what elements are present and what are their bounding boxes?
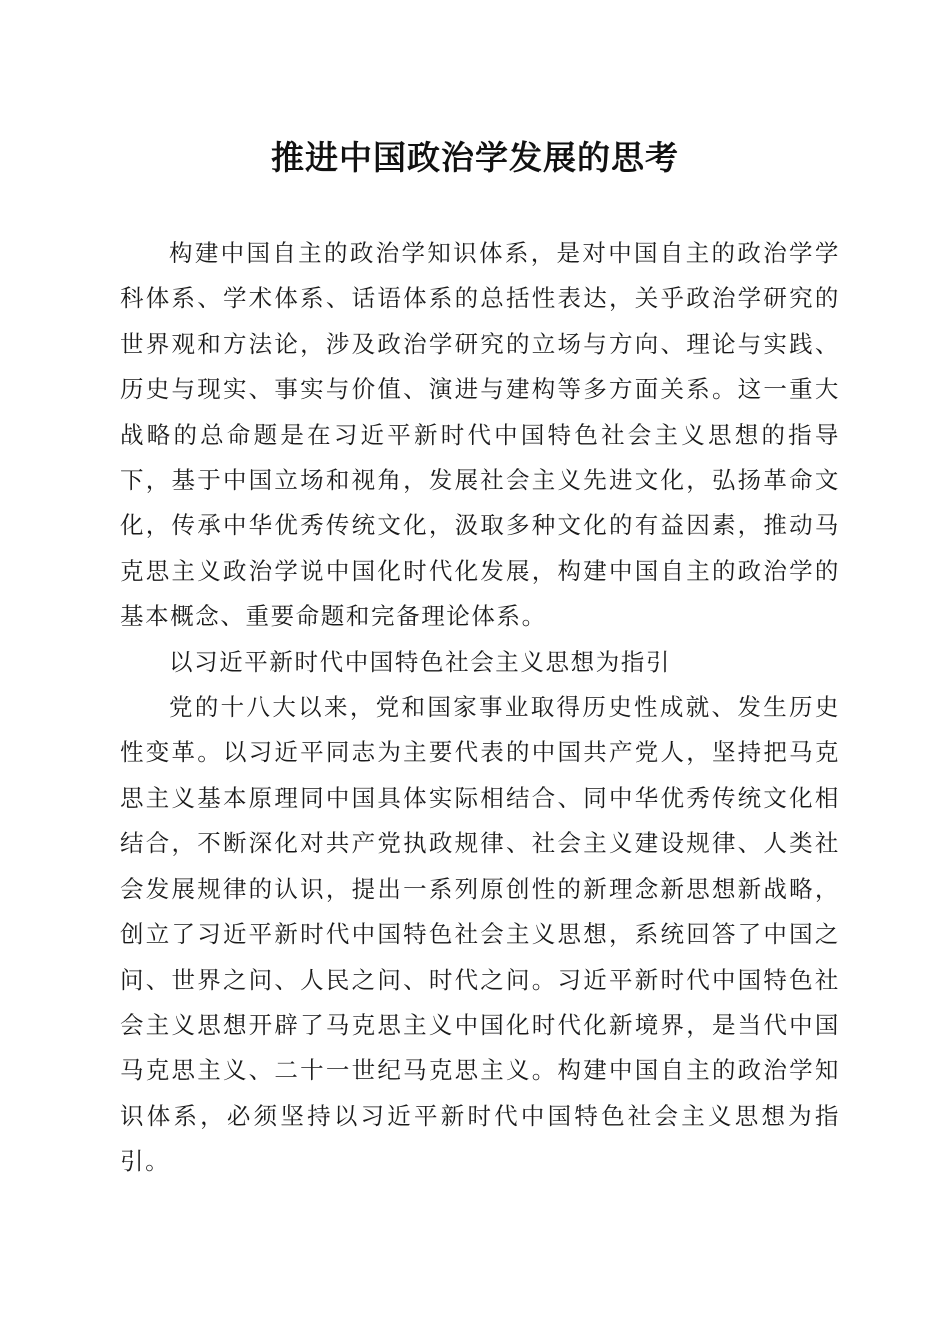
document-title: 推进中国政治学发展的思考 xyxy=(271,138,679,177)
document-body xyxy=(120,231,840,1185)
paragraph-guidance: 党的十八大以来，党和国家事业取得历史性成就、发生历史性变革。以习近平同志为主要代表的中国共产党人，坚持把马克思主义基本原理同中国具体实际相结合、同中华优秀传统文化相结合，不断深化对共产党执政规律、社会主义建设规律、人类社会发展规律的认识，提出一系列原创性的新理念新思想新战略，创立了习近平新时代中国特色社会主义思想，系统回答了中国之问、世界之问、人民之问、时代之问。习近平新时代中国特色社会主义思想开辟了马克思主义中国化时代化新境界，是当代中国马克思主义、二十一世纪马克思主义。构建中国自主的政治学知识体系，必须坚持以习近平新时代中国特色社会主义思想为指引。 xyxy=(120,693,840,1176)
paragraph-intro: 构建中国自主的政治学知识体系，是对中国自主的政治学学科体系、学术体系、话语体系的总括性表达，关乎政治学研究的世界观和方法论，涉及政治学研究的立场与方向、理论与实践、历史与现实、事实与价值、演进与建构等多方面关系。这一重大战略的总命题是在习近平新时代中国特色社会主义思想的指导下，基于中国立场和视角，发展社会主义先进文化，弘扬革命文化，传承中华优秀传统文化，汲取多种文化的有益因素，推动马克思主义政治学说中国化时代化发展，构建中国自主的政治学的基本概念、重要命题和完备理论体系。 xyxy=(120,239,840,631)
section-heading: 以习近平新时代中国特色社会主义思想为指引 xyxy=(169,647,671,676)
